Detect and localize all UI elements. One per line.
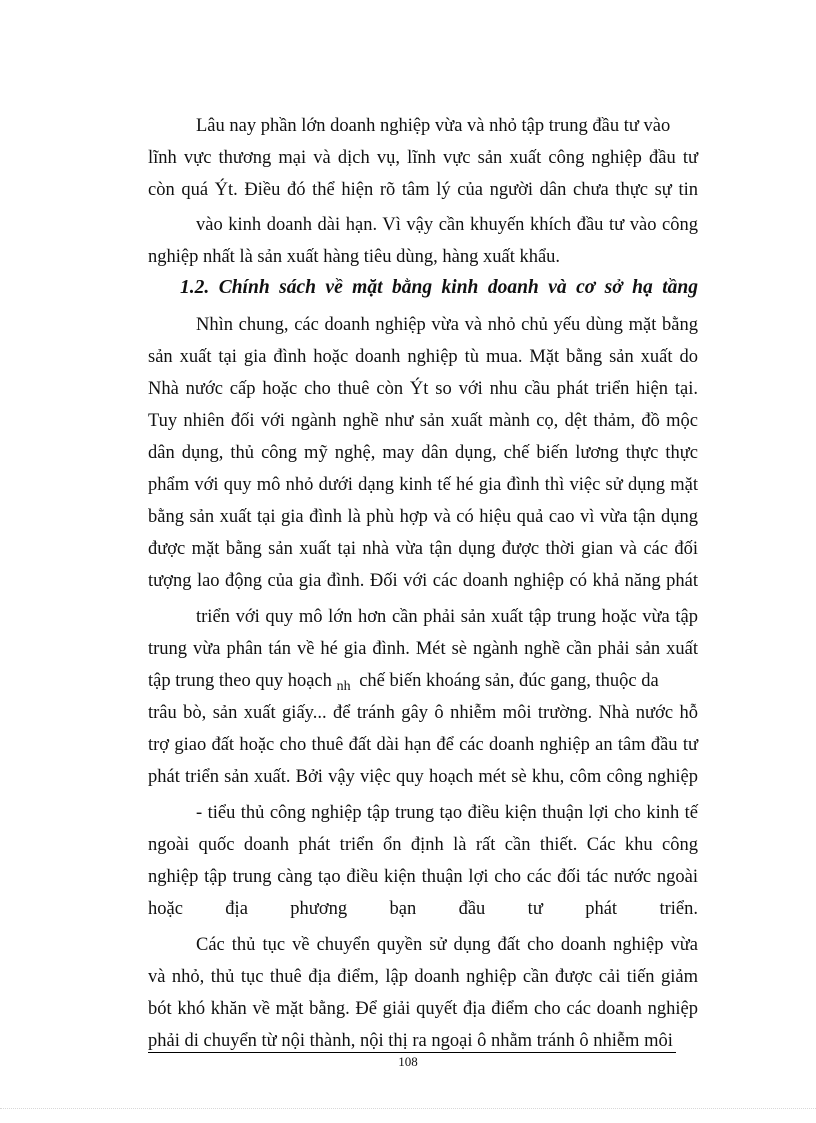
- text-line: bằng sản xuất tại gia đình là phù hợp và có hiệu quả cao vì vừa tận dụng: [148, 507, 698, 527]
- text-line: lĩnh vực thương mại và dịch vụ, lĩnh vực sản xuất công nghiệp đầu tư: [148, 148, 698, 168]
- text-line: triển với quy mô lớn hơn cần phải sản xuất tập trung hoặc vừa tập: [196, 607, 698, 627]
- footer-rule: [148, 1052, 676, 1053]
- text-line: - tiểu thủ công nghiệp tập trung tạo điều kiện thuận lợi cho kinh tế: [196, 803, 698, 823]
- text-line: nghiệp nhất là sản xuất hàng tiêu dùng, hàng xuất khẩu.: [148, 247, 561, 267]
- text-line: Lâu nay phần lớn doanh nghiệp vừa và nhỏ tập trung đầu tư vào: [196, 116, 671, 136]
- text-line: Tuy nhiên đối với ngành nghề như sản xuất mành cọ, dệt thảm, đồ mộc: [148, 411, 698, 431]
- text-line: trợ giao đất hoặc cho thuê đất dài hạn để các doanh nghiệp an tâm đầu tư: [148, 735, 698, 755]
- text-line: dân dụng, thủ công mỹ nghệ, may dân dụng, chế biến lương thực thực: [148, 443, 698, 463]
- page-number: 108: [398, 1054, 418, 1069]
- text-line: hoặc địa phương bạn đầu tư phát triển.: [148, 899, 698, 919]
- text-line: phải di chuyển từ nội thành, nội thị ra ngoại ô nhằm tránh ô nhiễm môi: [148, 1031, 673, 1051]
- text-line: Các thủ tục về chuyển quyền sử dụng đất cho doanh nghiệp vừa: [196, 935, 698, 955]
- text-line: trung vừa phân tán về hé gia đình. Mét sè ngành nghề cần phải sản xuất: [148, 639, 698, 659]
- text-line: còn quá Ýt. Điều đó thể hiện rõ tâm lý của người dân chưa thực sự tin: [148, 180, 698, 200]
- section-heading: 1.2. Chính sách về mặt bằng kinh doanh và cơ sở hạ tầng: [180, 277, 698, 298]
- text-line: [148, 668, 659, 700]
- text-line: Nhà nước cấp hoặc cho thuê còn Ýt so với nhu cầu phát triển hiện tại.: [148, 379, 698, 399]
- text-line: phẩm với quy mô nhỏ dưới dạng kinh tế hé gia đình thì việc sử dụng mặt: [148, 475, 698, 495]
- text-line: được mặt bằng sản xuất tại nhà vừa tận dụng được thời gian và các đối: [148, 539, 698, 559]
- text-line: Nhìn chung, các doanh nghiệp vừa và nhỏ chủ yếu dùng mặt bằng: [196, 315, 698, 335]
- text-line: phát triển sản xuất. Bởi vậy việc quy hoạch mét sè khu, côm công nghiệp: [148, 767, 698, 787]
- text-fragment: chế biến khoáng sản, đúc gang, thuộc da: [359, 671, 659, 691]
- subscript-fragment: nh: [336, 679, 351, 694]
- text-line: ngoài quốc doanh phát triển ổn định là rất cần thiết. Các khu công: [148, 835, 698, 855]
- text-line: tượng lao động của gia đình. Đối với các doanh nghiệp có khả năng phát: [148, 571, 698, 591]
- text-line: sản xuất tại gia đình hoặc doanh nghiệp tù mua. Mặt bằng sản xuất do: [148, 347, 698, 367]
- text-line: nghiệp tập trung càng tạo điều kiện thuận lợi cho các đối tác nước ngoài: [148, 867, 698, 887]
- text-fragment: tập trung theo quy hoạch: [148, 671, 332, 691]
- text-line: và nhỏ, thủ tục thuê địa điểm, lập doanh nghiệp cần được cải tiến giảm: [148, 967, 698, 987]
- page-edge-divider: [0, 1108, 816, 1109]
- text-line: bót khó khăn về mặt bằng. Để giải quyết địa điểm cho các doanh nghiệp: [148, 999, 698, 1019]
- text-line: vào kinh doanh dài hạn. Vì vậy cần khuyến khích đầu tư vào công: [196, 215, 698, 235]
- text-line: trâu bò, sản xuất giấy... để tránh gây ô nhiễm môi trường. Nhà nước hỗ: [148, 703, 698, 723]
